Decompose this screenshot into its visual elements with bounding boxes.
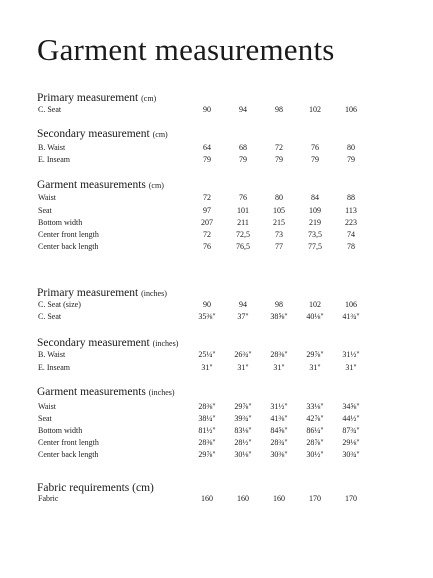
- table-row: [0, 192, 433, 204]
- size-value: 81½": [198, 426, 216, 435]
- table-row: [0, 205, 433, 217]
- size-value: 44½": [342, 414, 360, 423]
- row-label: C. Seat: [38, 312, 62, 321]
- size-value: 207: [201, 218, 213, 227]
- row-label: E. Inseam: [38, 363, 70, 372]
- size-value: 86¼": [306, 426, 324, 435]
- size-value: 42⅞": [306, 414, 324, 423]
- section-heading-text: Fabric requirements (cm): [37, 482, 154, 494]
- size-value: 87¾": [342, 426, 360, 435]
- size-value: 211: [237, 218, 249, 227]
- row-label: B. Waist: [38, 143, 66, 152]
- size-value: 72,5: [236, 230, 250, 239]
- row-label: Seat: [38, 414, 52, 423]
- size-value: 97: [203, 206, 211, 215]
- table-row: [0, 493, 433, 505]
- row-label: E. Inseam: [38, 155, 70, 164]
- size-value: 37": [237, 312, 249, 321]
- size-value: 160: [237, 494, 249, 503]
- row-label: C. Seat (size): [38, 300, 81, 309]
- size-value: 73,5: [308, 230, 322, 239]
- size-value: 25¼": [198, 350, 216, 359]
- size-value: 38⅝": [270, 312, 288, 321]
- size-value: 98: [275, 105, 283, 114]
- size-value: 26¾": [234, 350, 252, 359]
- size-value: 34⅝": [342, 402, 360, 411]
- row-label: Fabric: [38, 494, 59, 503]
- section-unit: (cm): [141, 94, 157, 103]
- table-row: [0, 437, 433, 449]
- size-value: 80: [275, 193, 283, 202]
- table-row: [0, 311, 433, 323]
- section-unit: (cm): [152, 130, 168, 139]
- size-value: 113: [345, 206, 357, 215]
- row-label: Bottom width: [38, 218, 83, 227]
- size-value: 29⅛": [342, 438, 360, 447]
- row-label: Center back length: [38, 242, 99, 251]
- row-label: Waist: [38, 193, 57, 202]
- row-label: Center front length: [38, 230, 99, 239]
- table-row: [0, 217, 433, 229]
- size-value: 28¾": [270, 438, 288, 447]
- size-value: 41¾": [342, 312, 360, 321]
- row-label: Waist: [38, 402, 57, 411]
- section-unit: (inches): [152, 339, 179, 348]
- size-value: 79: [275, 155, 283, 164]
- size-value: 79: [203, 155, 211, 164]
- size-value: 76: [239, 193, 247, 202]
- size-value: 94: [239, 105, 247, 114]
- size-value: 72: [275, 143, 283, 152]
- size-value: 41⅜": [270, 414, 288, 423]
- size-value: 83⅛": [234, 426, 252, 435]
- row-label: Seat: [38, 206, 52, 215]
- size-value: 84⅝": [270, 426, 288, 435]
- size-value: 219: [309, 218, 321, 227]
- size-value: 77,5: [308, 242, 322, 251]
- size-value: 28⅜": [270, 350, 288, 359]
- section-heading-text: Garment measurements: [37, 386, 146, 398]
- row-label: B. Waist: [38, 350, 66, 359]
- size-value: 31": [237, 363, 249, 372]
- size-value: 105: [273, 206, 285, 215]
- size-value: 80: [347, 143, 355, 152]
- size-value: 90: [203, 300, 211, 309]
- section-heading: [37, 127, 168, 142]
- size-value: 38¼": [198, 414, 216, 423]
- section-heading: [37, 178, 164, 193]
- size-value: 28⅜": [198, 438, 216, 447]
- size-value: 31": [309, 363, 321, 372]
- size-value: 39¾": [234, 414, 252, 423]
- size-value: 88: [347, 193, 355, 202]
- size-value: 170: [309, 494, 321, 503]
- size-value: 160: [201, 494, 213, 503]
- size-value: 31": [201, 363, 213, 372]
- size-value: 28⅞": [306, 438, 324, 447]
- table-row: [0, 229, 433, 241]
- size-value: 31½": [342, 350, 360, 359]
- section-heading-text: Primary measurement: [37, 287, 139, 299]
- size-value: 29⅞": [234, 402, 252, 411]
- size-value: 79: [239, 155, 247, 164]
- section-heading-text: Secondary measurement: [37, 128, 150, 140]
- table-row: [0, 413, 433, 425]
- size-value: 28⅜": [198, 402, 216, 411]
- size-value: 30½": [306, 450, 324, 459]
- size-value: 76,5: [236, 242, 250, 251]
- table-row: [0, 349, 433, 361]
- size-value: 106: [345, 300, 357, 309]
- size-value: 109: [309, 206, 321, 215]
- table-row: [0, 241, 433, 253]
- section-unit: (inches): [148, 388, 175, 397]
- size-value: 40⅛": [306, 312, 324, 321]
- page-title: Garment measurements: [37, 32, 335, 67]
- size-value: 78: [347, 242, 355, 251]
- size-value: 84: [311, 193, 319, 202]
- size-value: 30⅜": [270, 450, 288, 459]
- size-value: 73: [275, 230, 283, 239]
- size-value: 68: [239, 143, 247, 152]
- size-value: 102: [309, 105, 321, 114]
- table-row: [0, 401, 433, 413]
- size-value: 79: [311, 155, 319, 164]
- size-value: 76: [311, 143, 319, 152]
- row-label: Center back length: [38, 450, 99, 459]
- size-value: 94: [239, 300, 247, 309]
- size-value: 64: [203, 143, 211, 152]
- size-value: 79: [347, 155, 355, 164]
- section-heading-text: Secondary measurement: [37, 337, 150, 349]
- table-row: [0, 362, 433, 374]
- size-value: 170: [345, 494, 357, 503]
- size-value: 215: [273, 218, 285, 227]
- section-heading-text: Garment measurements: [37, 179, 146, 191]
- size-value: 76: [203, 242, 211, 251]
- table-row: [0, 154, 433, 166]
- section-heading-text: Primary measurement: [37, 92, 139, 104]
- size-value: 29⅞": [306, 350, 324, 359]
- size-value: 31": [273, 363, 285, 372]
- row-label: Bottom width: [38, 426, 83, 435]
- size-value: 101: [237, 206, 249, 215]
- size-value: 223: [345, 218, 357, 227]
- size-value: 72: [203, 230, 211, 239]
- size-value: 33⅛": [306, 402, 324, 411]
- table-row: [0, 104, 433, 116]
- size-value: 29⅞": [198, 450, 216, 459]
- size-value: 77: [275, 242, 283, 251]
- size-value: 31½": [270, 402, 288, 411]
- size-value: 106: [345, 105, 357, 114]
- section-unit: (inches): [141, 289, 167, 298]
- table-row: [0, 299, 433, 311]
- size-value: 102: [309, 300, 321, 309]
- size-value: 30⅛": [234, 450, 252, 459]
- table-row: [0, 142, 433, 154]
- size-value: 35⅜": [198, 312, 216, 321]
- size-value: 160: [273, 494, 285, 503]
- size-value: 72: [203, 193, 211, 202]
- size-value: 98: [275, 300, 283, 309]
- section-unit: (cm): [148, 181, 164, 190]
- row-label: C. Seat: [38, 105, 62, 114]
- size-value: 28½": [234, 438, 252, 447]
- size-value: 74: [347, 230, 355, 239]
- row-label: Center front length: [38, 438, 99, 447]
- size-value: 90: [203, 105, 211, 114]
- section-heading: [37, 385, 175, 400]
- table-row: [0, 449, 433, 461]
- size-value: 30¾": [342, 450, 360, 459]
- size-value: 31": [345, 363, 357, 372]
- table-row: [0, 425, 433, 437]
